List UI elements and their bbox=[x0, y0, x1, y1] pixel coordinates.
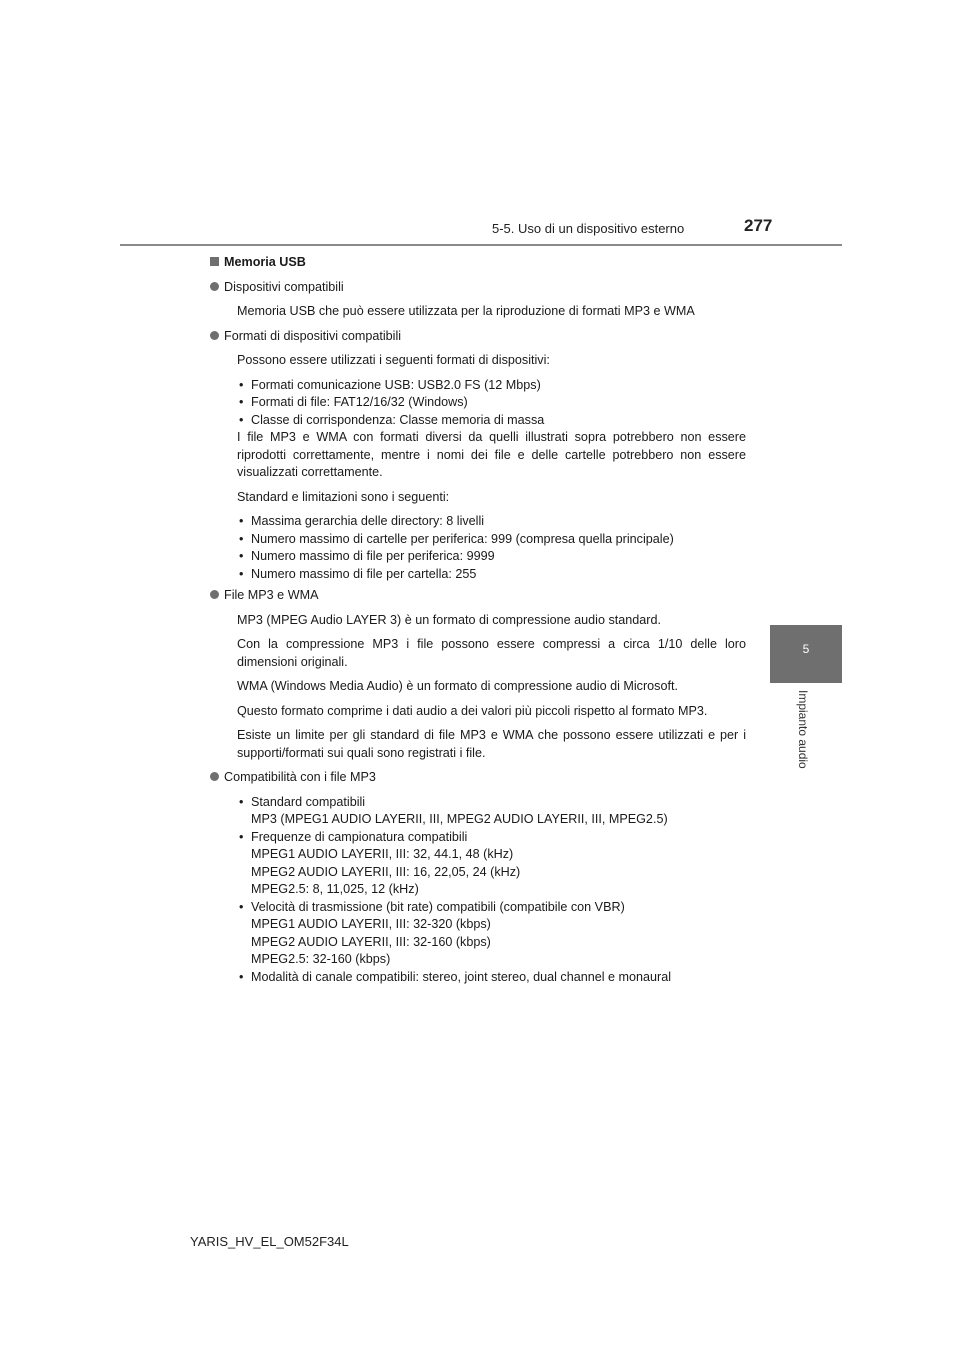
page-content bbox=[210, 254, 746, 993]
list-item: • Massima gerarchia delle directory: 8 livelli bbox=[237, 513, 746, 531]
item-label: • Velocità di trasmissione (bit rate) compatibili (compatibile con VBR) bbox=[251, 899, 625, 914]
item-detail: MPEG1 AUDIO LAYERII, III: 32, 44.1, 48 (kHz) bbox=[251, 847, 514, 861]
paragraph: Con la compressione MP3 i file possono essere compressi a circa 1/10 delle loro dimensioni originali. bbox=[237, 637, 746, 669]
header-section-title: 5-5. Uso di un dispositivo esterno bbox=[492, 221, 685, 236]
bullet-list bbox=[210, 377, 746, 430]
list-item: • Formati di file: FAT12/16/32 (Windows) bbox=[237, 394, 746, 412]
paragraph: Standard e limitazioni sono i seguenti: bbox=[237, 489, 450, 504]
item-detail: MPEG2 AUDIO LAYERII, III: 32-160 (kbps) bbox=[251, 934, 491, 949]
paragraph: Memoria USB che può essere utilizzata per la riproduzione di formati MP3 e WMA bbox=[237, 304, 695, 318]
list-item: • Numero massimo di file per cartella: 255 bbox=[237, 566, 746, 584]
subsection-heading: File MP3 e WMA bbox=[210, 587, 746, 605]
paragraph: Esiste un limite per gli standard di file MP3 e WMA che possono essere utilizzati e per i supporti/formati sui quali sono registrati i file. bbox=[237, 728, 746, 760]
paragraph: Possono essere utilizzati i seguenti formati di dispositivi: bbox=[237, 353, 550, 367]
circle-bullet-icon bbox=[210, 590, 219, 599]
page-number: 277 bbox=[744, 216, 773, 235]
bullet-list bbox=[210, 794, 746, 987]
item-detail: MPEG2 AUDIO LAYERII, III: 16, 22,05, 24 (kHz) bbox=[251, 864, 521, 879]
list-item: • Formati comunicazione USB: USB2.0 FS (12 Mbps) bbox=[237, 377, 746, 395]
list-item bbox=[237, 794, 746, 829]
document-code: YARIS_HV_EL_OM52F34L bbox=[190, 1234, 349, 1249]
chapter-tab[interactable] bbox=[770, 625, 842, 683]
subsection-heading: Formati di dispositivi compatibili bbox=[210, 328, 746, 346]
list-item bbox=[237, 899, 746, 969]
item-detail: MPEG2.5: 8, 11,025, 12 (kHz) bbox=[251, 882, 419, 896]
list-item bbox=[237, 969, 746, 987]
list-item bbox=[237, 829, 746, 899]
list-item: • Numero massimo di file per periferica: 9999 bbox=[237, 548, 746, 566]
subsection-heading: Compatibilità con i file MP3 bbox=[210, 769, 746, 787]
header-divider bbox=[120, 244, 842, 246]
square-bullet-icon bbox=[210, 257, 219, 266]
paragraph: I file MP3 e WMA con formati diversi da quelli illustrati sopra potrebbero non essere riprodotti correttamente, mentre i nomi dei file e delle cartelle potrebbero non essere visualizzati correttamente. bbox=[237, 430, 746, 479]
paragraph: WMA (Windows Media Audio) è un formato di compressione audio di Microsoft. bbox=[237, 679, 678, 693]
item-label: • Modalità di canale compatibili: stereo, joint stereo, dual channel e monaural bbox=[251, 969, 672, 984]
section-heading: Memoria USB bbox=[210, 254, 746, 272]
item-detail: MPEG2.5: 32-160 (kbps) bbox=[251, 952, 391, 966]
paragraph: Questo formato comprime i dati audio a dei valori più piccoli rispetto al formato MP3. bbox=[237, 703, 708, 718]
paragraph: MP3 (MPEG Audio LAYER 3) è un formato di compressione audio standard. bbox=[237, 612, 661, 627]
bullet-list bbox=[210, 513, 746, 583]
chapter-tab-label: Impianto audio bbox=[796, 690, 810, 769]
list-item: • Classe di corrispondenza: Classe memoria di massa bbox=[237, 412, 746, 430]
chapter-tab-number: 5 bbox=[802, 642, 810, 656]
item-label: • Frequenze di campionatura compatibili bbox=[251, 829, 468, 844]
list-item: • Numero massimo di cartelle per periferica: 999 (compresa quella principale) bbox=[237, 531, 746, 549]
item-detail: MPEG1 AUDIO LAYERII, III: 32-320 (kbps) bbox=[251, 917, 491, 931]
circle-bullet-icon bbox=[210, 282, 219, 291]
circle-bullet-icon bbox=[210, 331, 219, 340]
subsection-heading: Dispositivi compatibili bbox=[210, 279, 746, 297]
item-label: • Standard compatibili bbox=[251, 794, 366, 809]
circle-bullet-icon bbox=[210, 772, 219, 781]
item-detail: MP3 (MPEG1 AUDIO LAYERII, III, MPEG2 AUDIO LAYERII, III, MPEG2.5) bbox=[251, 812, 668, 826]
